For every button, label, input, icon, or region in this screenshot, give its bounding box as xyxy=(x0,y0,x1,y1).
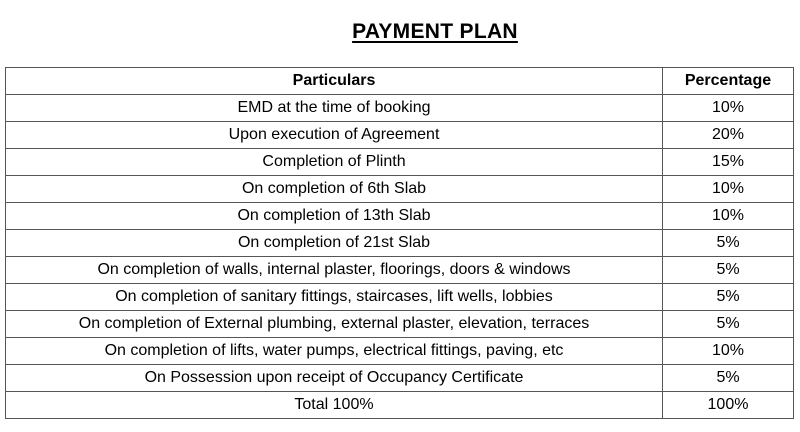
particular-cell: On completion of lifts, water pumps, electrical fittings, paving, etc xyxy=(6,338,663,365)
percentage-cell: 5% xyxy=(663,284,794,311)
percentage-cell: 10% xyxy=(663,338,794,365)
particular-cell: On Possession upon receipt of Occupancy Certificate xyxy=(6,365,663,392)
particular-cell: On completion of External plumbing, external plaster, elevation, terraces xyxy=(6,311,663,338)
particular-cell: Completion of Plinth xyxy=(6,149,663,176)
particular-cell: EMD at the time of booking xyxy=(6,95,663,122)
table-row xyxy=(6,365,794,392)
table-header-row xyxy=(6,68,794,95)
table-row xyxy=(6,257,794,284)
table-row xyxy=(6,311,794,338)
percentage-cell: 5% xyxy=(663,257,794,284)
header-percentage: Percentage xyxy=(663,68,794,95)
table-row xyxy=(6,203,794,230)
percentage-cell: 20% xyxy=(663,122,794,149)
percentage-cell: 15% xyxy=(663,149,794,176)
percentage-cell: 5% xyxy=(663,365,794,392)
payment-plan-table xyxy=(5,67,794,419)
particular-cell: Upon execution of Agreement xyxy=(6,122,663,149)
percentage-cell: 10% xyxy=(663,176,794,203)
total-row xyxy=(6,392,794,419)
header-particulars: Particulars xyxy=(6,68,663,95)
particular-cell: On completion of 13th Slab xyxy=(6,203,663,230)
percentage-cell: 5% xyxy=(663,311,794,338)
particular-cell: On completion of walls, internal plaster, floorings, doors & windows xyxy=(6,257,663,284)
percentage-cell: 10% xyxy=(663,95,794,122)
table-row xyxy=(6,95,794,122)
table-row xyxy=(6,149,794,176)
table-row xyxy=(6,176,794,203)
percentage-cell: 5% xyxy=(663,230,794,257)
particular-cell: On completion of 6th Slab xyxy=(6,176,663,203)
total-percentage-cell: 100% xyxy=(663,392,794,419)
particular-cell: On completion of 21st Slab xyxy=(6,230,663,257)
particular-cell: On completion of sanitary fittings, staircases, lift wells, lobbies xyxy=(6,284,663,311)
percentage-cell: 10% xyxy=(663,203,794,230)
table-row xyxy=(6,230,794,257)
table-row xyxy=(6,122,794,149)
table-row xyxy=(6,338,794,365)
total-label-cell: Total 100% xyxy=(6,392,663,419)
page-title: PAYMENT PLAN xyxy=(352,20,518,43)
table-row xyxy=(6,284,794,311)
